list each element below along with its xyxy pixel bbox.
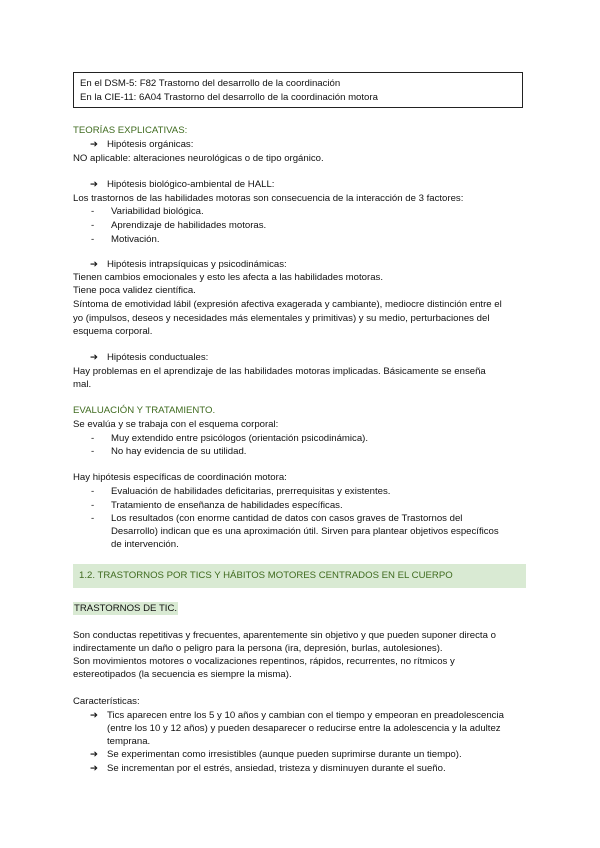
arrow-icon: ➔ bbox=[90, 710, 99, 721]
paragraph: mal. bbox=[73, 379, 92, 390]
paragraph: Tiene poca validez científica. bbox=[73, 285, 196, 296]
hipotesis-conductuales: ➔ Hipótesis conductuales: bbox=[90, 352, 209, 363]
list-item-continuation: de intervención. bbox=[111, 539, 179, 550]
list-item: ➔ Se incrementan por el estrés, ansiedad, tristeza y disminuyen durante el sueño. bbox=[90, 763, 446, 774]
arrow-icon: ➔ bbox=[90, 352, 99, 363]
hipotesis-hall: ➔ Hipótesis biológico-ambiental de HALL: bbox=[90, 179, 275, 190]
paragraph: Hay hipótesis específicas de coordinación motora: bbox=[73, 472, 287, 483]
paragraph: yo (impulsos, deseos y necesidades más elementales y primitivas) y su medio, perturbaciones del bbox=[73, 313, 490, 324]
list-item: - Evaluación de habilidades deficitarias, prerrequisitas y existentes. bbox=[91, 486, 391, 497]
cie11-line: En la CIE-11: 6A04 Trastorno del desarrollo de la coordinación motora bbox=[80, 92, 378, 103]
paragraph: estereotipados (la secuencia es siempre la misma). bbox=[73, 669, 292, 680]
list-item: - Los resultados (con enorme cantidad de datos con casos graves de Trastornos del bbox=[91, 513, 463, 524]
paragraph: Se evalúa y se trabaja con el esquema corporal: bbox=[73, 419, 279, 430]
section-header bbox=[73, 564, 526, 588]
paragraph: Son movimientos motores o vocalizaciones repentinos, rápidos, recurrentes, no rítmicos y bbox=[73, 656, 455, 667]
classification-box bbox=[73, 72, 523, 108]
evaluacion-heading: EVALUACIÓN Y TRATAMIENTO. bbox=[73, 405, 216, 416]
teorias-heading: TEORÍAS EXPLICATIVAS: bbox=[73, 125, 188, 136]
paragraph: Síntoma de emotividad lábil (expresión afectiva exagerada y cambiante), mediocre distinción entre el bbox=[73, 299, 502, 310]
hipotesis-intrapsiquicas: ➔ Hipótesis intrapsíquicas y psicodinámicas: bbox=[90, 259, 287, 270]
paragraph: Los trastornos de las habilidades motoras son consecuencia de la interacción de 3 factores: bbox=[73, 193, 464, 204]
list-item: - No hay evidencia de su utilidad. bbox=[91, 446, 247, 457]
paragraph: Hay problemas en el aprendizaje de las habilidades motoras implicadas. Básicamente se enseña bbox=[73, 366, 486, 377]
list-item-continuation: (entre los 10 y 12 años) y pueden desaparecer o reducirse entre la adolescencia y la adultez bbox=[107, 723, 501, 734]
paragraph: Tienen cambios emocionales y esto les afecta a las habilidades motoras. bbox=[73, 272, 384, 283]
list-item-continuation: Desarrollo) indican que es una aproximación útil. Sirven para plantear objetivos específicos bbox=[111, 526, 499, 537]
caracteristicas-title: Características: bbox=[73, 696, 140, 707]
arrow-icon: ➔ bbox=[90, 139, 99, 150]
paragraph: Son conductas repetitivas y frecuentes, aparentemente sin objetivo y que pueden suponer directa o bbox=[73, 630, 496, 641]
list-item: ➔ Tics aparecen entre los 5 y 10 años y cambian con el tiempo y empeoran en preadolescencia bbox=[90, 710, 504, 721]
arrow-icon: ➔ bbox=[90, 763, 99, 774]
tic-heading: TRASTORNOS DE TIC. bbox=[74, 603, 178, 614]
arrow-icon: ➔ bbox=[90, 749, 99, 760]
list-item: - Muy extendido entre psicólogos (orientación psicodinámica). bbox=[91, 433, 369, 444]
arrow-icon: ➔ bbox=[90, 179, 99, 190]
list-item: ➔ Se experimentan como irresistibles (aunque pueden suprimirse durante un tiempo). bbox=[90, 749, 462, 760]
paragraph: NO aplicable: alteraciones neurológicas o de tipo orgánico. bbox=[73, 153, 324, 164]
list-item: - Motivación. bbox=[91, 234, 160, 245]
hipotesis-organicas: ➔ Hipótesis orgánicas: bbox=[90, 139, 194, 150]
list-item: - Aprendizaje de habilidades motoras. bbox=[91, 220, 267, 231]
list-item: - Variabilidad biológica. bbox=[91, 206, 204, 217]
paragraph: indirectamente un daño o peligro para la persona (ira, depresión, burlas, autolesiones). bbox=[73, 643, 443, 654]
section-title: 1.2. TRASTORNOS POR TICS Y HÁBITOS MOTORES CENTRADOS EN EL CUERPO bbox=[79, 570, 453, 581]
paragraph: esquema corporal. bbox=[73, 326, 153, 337]
arrow-icon: ➔ bbox=[90, 259, 99, 270]
list-item-continuation: temprana. bbox=[107, 736, 151, 747]
list-item: - Tratamiento de enseñanza de habilidades específicas. bbox=[91, 500, 343, 511]
dsm5-line: En el DSM-5: F82 Trastorno del desarrollo de la coordinación bbox=[80, 78, 341, 89]
